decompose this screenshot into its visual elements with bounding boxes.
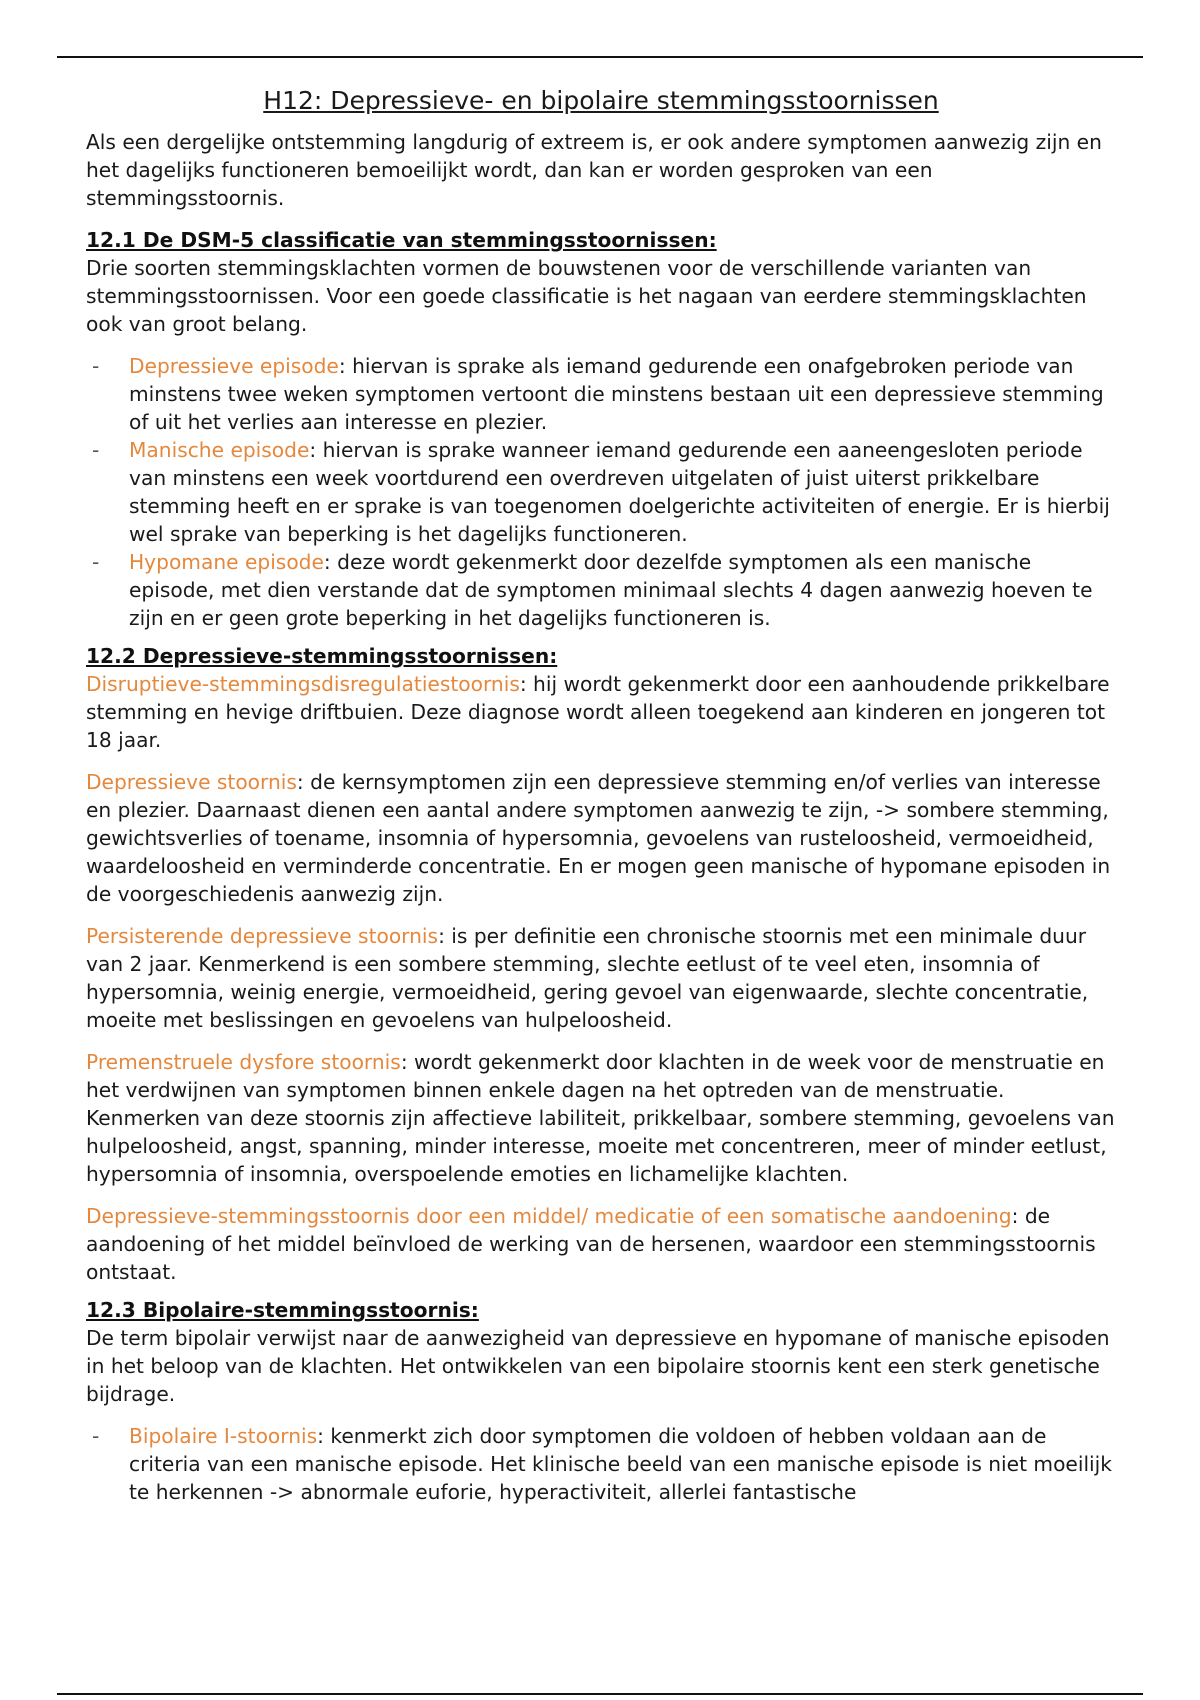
list-item [86, 436, 1116, 548]
section-12-3-intro: De term bipolair verwijst naar de aanwezigheid van depressieve en hypomane of manische episoden in het beloop van de klachten. Het ontwikkelen van een bipolaire stoornis kent een sterk genetische bijdrage. [86, 1326, 1110, 1406]
paragraph [86, 670, 1116, 754]
term-label: Hypomane episode [129, 550, 324, 574]
document-page [86, 84, 1116, 1506]
term-description: : kenmerkt zich door symptomen die voldoen of hebben voldaan aan de criteria van een manische episode. Het klinische beeld van een manische episode is niet moeilijk te herkennen -> abnormale euforie, hyperactiviteit, allerlei fantastische [129, 1424, 1112, 1504]
dash-bullet: - [92, 550, 100, 574]
term-label: Manische episode [129, 438, 310, 462]
list-item [86, 352, 1116, 436]
term-description: : hiervan is sprake wanneer iemand gedurende een aaneengesloten periode van minstens een week voortdurend een overdreven uitgelaten of juist uiterst prikkelbare stemming heeft en er sprake is van toegenomen doelgerichte activiteiten of energie. Er is hierbij wel sprake van beperking is het dagelijks functioneren. [129, 438, 1110, 546]
term-description: : is per definitie een chronische stoornis met een minimale duur van 2 jaar. Kenmerkend is een sombere stemming, slechte eetlust of te veel eten, insomnia of hypersomnia, weinig energie, vermoeidheid, gering gevoel van eigenwaarde, slechte concentratie, moeite met beslissingen en gevoelens van hulpeloosheid. [86, 924, 1089, 1032]
bottom-rule [57, 1693, 1143, 1695]
term-description: : de aandoening of het middel beïnvloed de werking van de hersenen, waardoor een stemmingsstoornis ontstaat. [86, 1204, 1096, 1284]
dash-bullet: - [92, 438, 100, 462]
term-description: : wordt gekenmerkt door klachten in de week voor de menstruatie en het verdwijnen van symptomen binnen enkele dagen na het optreden van de menstruatie. Kenmerken van deze stoornis zijn affectieve labiliteit, prikkelbaar, sombere stemming, gevoelens van hulpeloosheid, angst, spanning, minder interesse, moeite met concentreren, meer of minder eetlust, hypersomnia of insomnia, overspoelende emoties en lichamelijke klachten. [86, 1050, 1115, 1186]
term-description: : hij wordt gekenmerkt door een aanhoudende prikkelbare stemming en hevige driftbuien. Deze diagnose wordt alleen toegekend aan kinderen en jongeren tot 18 jaar. [86, 672, 1110, 752]
bipolar-list [86, 1422, 1116, 1506]
paragraph [86, 1048, 1116, 1188]
list-item [86, 1422, 1116, 1506]
term-label: Premenstruele dysfore stoornis [86, 1050, 401, 1074]
dash-bullet: - [92, 1424, 100, 1448]
dash-bullet: - [92, 354, 100, 378]
list-item [86, 548, 1116, 632]
term-label: Depressieve stoornis [86, 770, 297, 794]
term-description: : deze wordt gekenmerkt door dezelfde symptomen als een manische episode, met dien verstande dat de symptomen minimaal slechts 4 dagen aanwezig hoeven te zijn en er geen grote beperking in het dagelijks functioneren is. [129, 550, 1093, 630]
term-label: Depressieve episode [129, 354, 339, 378]
term-label: Disruptieve-stemmingsdisregulatiestoornis [86, 672, 520, 696]
top-rule [57, 56, 1143, 58]
paragraph [86, 922, 1116, 1034]
section-heading-12-2: 12.2 Depressieve-stemmingsstoornissen: [86, 644, 558, 668]
term-label: Bipolaire I-stoornis [129, 1424, 318, 1448]
section-heading-12-3: 12.3 Bipolaire-stemmingsstoornis: [86, 1298, 479, 1322]
page-title: H12: Depressieve- en bipolaire stemmingsstoornissen [263, 86, 939, 115]
section-heading-12-1: 12.1 De DSM-5 classificatie van stemmingsstoornissen: [86, 228, 717, 252]
paragraph [86, 768, 1116, 908]
section-12-1-intro: Drie soorten stemmingsklachten vormen de bouwstenen voor de verschillende varianten van stemmingsstoornissen. Voor een goede classificatie is het nagaan van eerdere stemmingsklachten ook van groot belang. [86, 256, 1087, 336]
term-description: : de kernsymptomen zijn een depressieve stemming en/of verlies van interesse en plezier. Daarnaast dienen een aantal andere symptomen aanwezig te zijn, -> sombere stemming, gewichtsverlies of toename, insomnia of hypersomnia, gevoelens van rusteloosheid, vermoeidheid, waardeloosheid en verminderde concentratie. En er mogen geen manische of hypomane episoden in de voorgeschiedenis aanwezig zijn. [86, 770, 1111, 906]
term-description: : hiervan is sprake als iemand gedurende een onafgebroken periode van minstens twee weken symptomen vertoont die minstens bestaan uit een depressieve stemming of uit het verlies aan interesse en plezier. [129, 354, 1104, 434]
paragraph [86, 1202, 1116, 1286]
intro-paragraph: Als een dergelijke ontstemming langdurig of extreem is, er ook andere symptomen aanwezig zijn en het dagelijks functioneren bemoeilijkt wordt, dan kan er worden gesproken van een stemmingsstoornis. [86, 130, 1102, 210]
term-label: Persisterende depressieve stoornis [86, 924, 439, 948]
episode-list [86, 352, 1116, 632]
term-label: Depressieve-stemmingsstoornis door een middel/ medicatie of een somatische aandoening [86, 1204, 1012, 1228]
